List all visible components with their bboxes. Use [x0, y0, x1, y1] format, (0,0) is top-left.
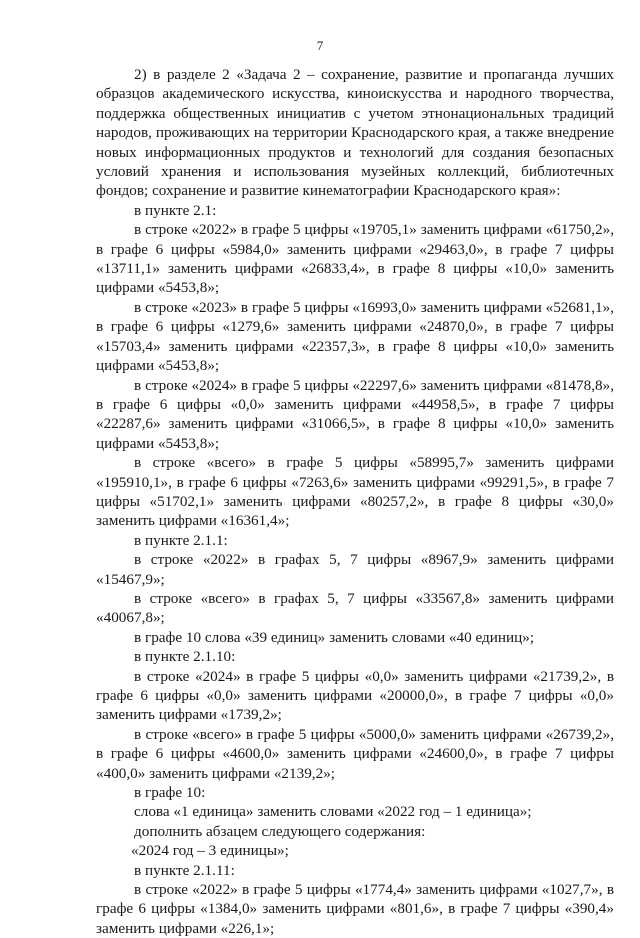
paragraph: в строке «всего» в графах 5, 7 цифры «33567,8» заменить цифрами «40067,8»; [96, 589, 614, 627]
paragraph: в пункте 2.1.1: [134, 531, 228, 549]
document-body [96, 65, 614, 938]
paragraph: в строке «2022» в графах 5, 7 цифры «8967,9» заменить цифрами «15467,9»; [96, 551, 614, 588]
page-number: 7 [316, 38, 324, 53]
paragraph: в строке «2022» в графе 5 цифры «19705,1» заменить цифрами «61750,2», в графе 6 цифры «5984,0» заменить цифрами «29463,0», в графе 7 цифры «13711,1» заменить цифрами «26833,4», в графе 8 цифры «10,0» заменить цифрами «5453,8»; [96, 221, 614, 297]
paragraph: в графе 10 слова «39 единиц» заменить словами «40 единиц»; [134, 628, 535, 646]
paragraph: «2024 год – 3 единицы»; [131, 842, 289, 860]
paragraph: в пункте 2.1.10: [134, 648, 236, 666]
paragraph: в строке «2023» в графе 5 цифры «16993,0» заменить цифрами «52681,1», в графе 6 цифры «1279,6» заменить цифрами «24870,0», в графе 7 цифры «15703,4» заменить цифрами «22357,3», в графе 8 цифры «10,0» заменить цифрами «5453,8»; [96, 298, 614, 375]
paragraph: в строке «2022» в графе 5 цифры «1774,4» заменить цифрами «1027,7», в графе 6 цифры «1384,0» заменить цифрами «801,6», в графе 7 цифры «390,4» заменить цифрами «226,1»; [96, 881, 614, 937]
paragraph: слова «1 единица» заменить словами «2022 год – 1 единица»; [134, 803, 532, 821]
paragraph: 2) в разделе 2 «Задача 2 – сохранение, развитие и пропаганда лучших образцов академического искусства, киноискусства и народного творчества, поддержка общественных инициатив с учетом этнонациональных традиций народов, проживающих на территории Краснодарского края, а также внедрение новых информационных продуктов и технологий для создания безопасных условий хранения и использования музейных коллекций, библиотечных фондов; сохранение и развитие кинематографии Краснодарского края»: [96, 66, 614, 200]
paragraph: в строке «2024» в графе 5 цифры «22297,6» заменить цифрами «81478,8», в графе 6 цифры «0,0» заменить цифрами «44958,5», в графе 7 цифры «22287,6» заменить цифрами «31066,5», в графе 8 цифры «10,0» заменить цифрами «5453,8»; [96, 376, 614, 452]
paragraph: в пункте 2.1.11: [134, 861, 235, 879]
paragraph: в строке «2024» в графе 5 цифры «0,0» заменить цифрами «21739,2», в графе 6 цифры «0,0» заменить цифрами «20000,0», в графе 7 цифры «0,0» заменить цифрами «1739,2»; [96, 667, 614, 724]
paragraph: в строке «всего» в графе 5 цифры «58995,7» заменить цифрами «195910,1», в графе 6 цифры «7263,6» заменить цифрами «99291,5», в графе 7 цифры «51702,1» заменить цифрами «80257,2», в графе 8 цифры «30,0» заменить цифрами «16361,4»; [96, 454, 614, 530]
paragraph: дополнить абзацем следующего содержания: [134, 822, 426, 840]
paragraph: в строке «всего» в графе 5 цифры «5000,0» заменить цифрами «26739,2», в графе 6 цифры «4600,0» заменить цифрами «24600,0», в графе 7 цифры «400,0» заменить цифрами «2139,2»; [96, 725, 614, 782]
paragraph: в графе 10: [134, 784, 206, 802]
paragraph: в пункте 2.1: [134, 201, 217, 219]
